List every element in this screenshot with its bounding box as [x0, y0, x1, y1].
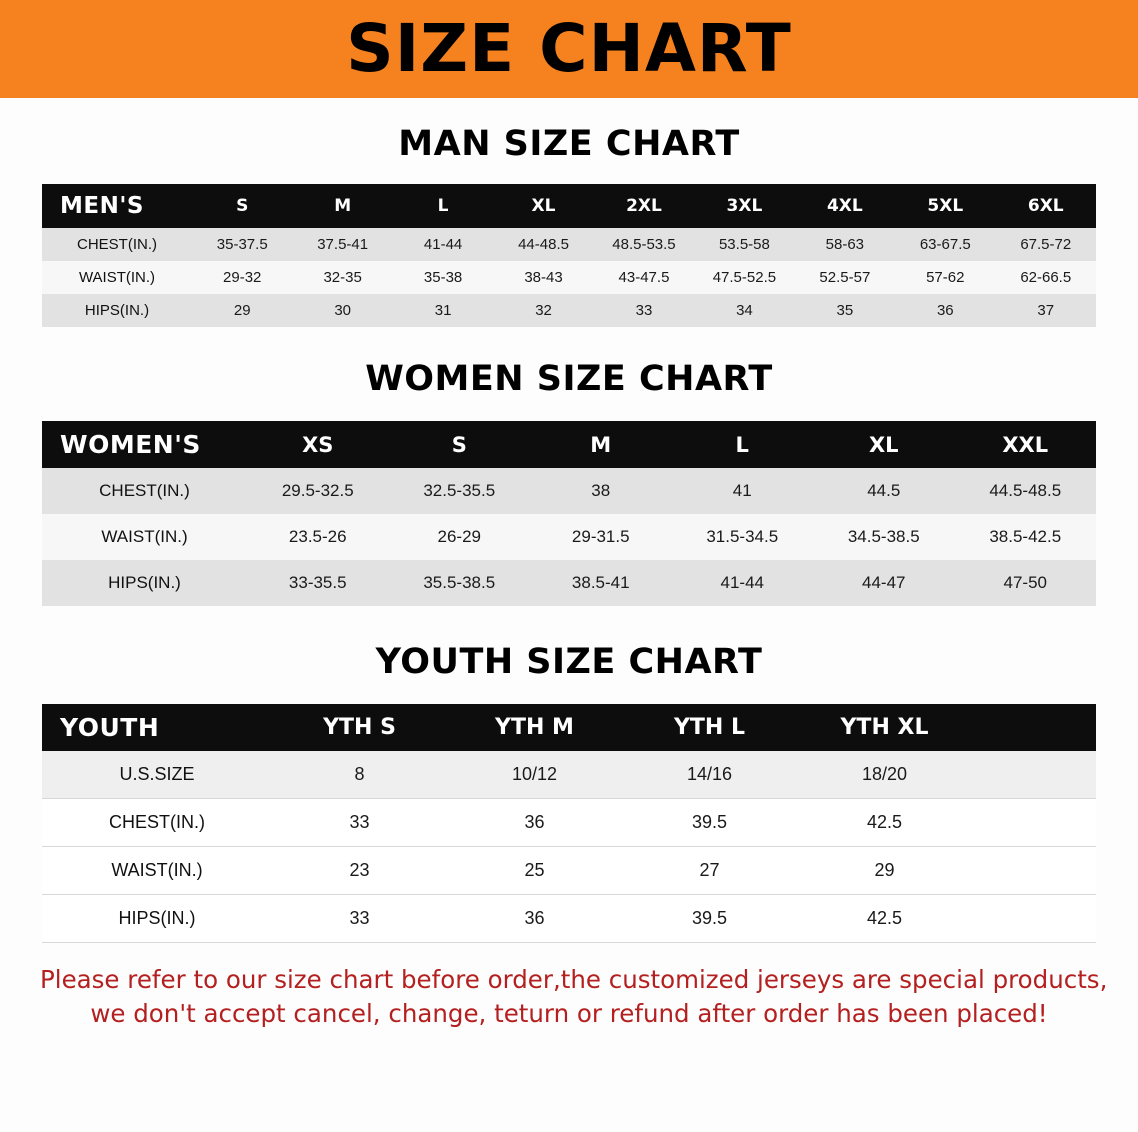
table-cell: 53.5-58 — [694, 228, 794, 261]
table-cell: 36 — [895, 294, 995, 327]
table-cell: 35.5-38.5 — [389, 560, 531, 606]
table-cell: 44.5 — [813, 468, 955, 514]
table-cell: 32-35 — [292, 261, 392, 294]
table-cell: 29-31.5 — [530, 514, 672, 560]
table-cell-spacer — [972, 751, 1096, 799]
table-row — [42, 514, 1096, 560]
row-label: HIPS(IN.) — [42, 294, 192, 327]
table-cell: 26-29 — [389, 514, 531, 560]
man-table-wrapper — [42, 184, 1096, 327]
table-cell: 41-44 — [393, 228, 493, 261]
table-row — [42, 751, 1096, 799]
disclaimer-line-2: we don't accept cancel, change, teturn or refund after order has been placed! — [90, 998, 1048, 1028]
table-cell: 44-47 — [813, 560, 955, 606]
table-cell: 39.5 — [622, 895, 797, 943]
women-row-header: WOMEN'S — [42, 421, 247, 468]
table-cell-spacer — [972, 847, 1096, 895]
disclaimer-line-1: Please refer to our size chart before order,the customized jerseys are special products, — [40, 965, 1108, 994]
table-cell: 25 — [447, 847, 622, 895]
table-cell: 33 — [594, 294, 694, 327]
table-cell: 57-62 — [895, 261, 995, 294]
column-header: M — [292, 184, 392, 228]
column-header: L — [672, 421, 814, 468]
table-cell: 37.5-41 — [292, 228, 392, 261]
youth-size-table — [42, 704, 1096, 943]
table-cell: 63-67.5 — [895, 228, 995, 261]
table-cell: 35-38 — [393, 261, 493, 294]
disclaimer-note — [40, 963, 1108, 1031]
table-cell: 23.5-26 — [247, 514, 389, 560]
table-header-row — [42, 184, 1096, 228]
table-cell: 29.5-32.5 — [247, 468, 389, 514]
women-size-table — [42, 421, 1096, 606]
table-row — [42, 799, 1096, 847]
table-cell: 38.5-42.5 — [955, 514, 1097, 560]
column-header: S — [192, 184, 292, 228]
column-header: YTH S — [272, 704, 447, 751]
column-header: L — [393, 184, 493, 228]
table-cell: 34.5-38.5 — [813, 514, 955, 560]
women-table-wrapper — [42, 421, 1096, 606]
table-cell: 31 — [393, 294, 493, 327]
table-cell: 10/12 — [447, 751, 622, 799]
table-cell: 36 — [447, 895, 622, 943]
row-label: CHEST(IN.) — [42, 468, 247, 514]
table-cell: 32.5-35.5 — [389, 468, 531, 514]
table-cell: 29-32 — [192, 261, 292, 294]
table-header-row — [42, 421, 1096, 468]
table-row — [42, 294, 1096, 327]
column-header: 2XL — [594, 184, 694, 228]
table-row — [42, 228, 1096, 261]
table-cell: 14/16 — [622, 751, 797, 799]
table-cell: 44-48.5 — [493, 228, 593, 261]
table-cell: 23 — [272, 847, 447, 895]
table-cell: 32 — [493, 294, 593, 327]
row-label: CHEST(IN.) — [42, 228, 192, 261]
column-header: 3XL — [694, 184, 794, 228]
table-row — [42, 895, 1096, 943]
table-cell-spacer — [972, 895, 1096, 943]
row-label: WAIST(IN.) — [42, 847, 272, 895]
column-header: S — [389, 421, 531, 468]
column-header: XS — [247, 421, 389, 468]
youth-section-title: YOUTH SIZE CHART — [375, 642, 763, 682]
table-cell: 27 — [622, 847, 797, 895]
youth-row-header: YOUTH — [42, 704, 272, 751]
table-cell: 41 — [672, 468, 814, 514]
table-cell: 38-43 — [493, 261, 593, 294]
table-cell: 41-44 — [672, 560, 814, 606]
table-cell: 34 — [694, 294, 794, 327]
table-cell: 35-37.5 — [192, 228, 292, 261]
youth-table-wrapper — [42, 704, 1096, 943]
table-cell: 43-47.5 — [594, 261, 694, 294]
table-row — [42, 261, 1096, 294]
table-cell: 42.5 — [797, 895, 972, 943]
column-header: 4XL — [795, 184, 895, 228]
table-cell: 39.5 — [622, 799, 797, 847]
column-header: YTH XL — [797, 704, 972, 751]
table-cell: 52.5-57 — [795, 261, 895, 294]
table-cell: 38 — [530, 468, 672, 514]
table-header-row — [42, 704, 1096, 751]
page-title: SIZE CHART — [346, 10, 792, 87]
table-row — [42, 560, 1096, 606]
table-cell: 29 — [192, 294, 292, 327]
column-header: YTH L — [622, 704, 797, 751]
column-header-spacer — [972, 704, 1096, 751]
table-cell: 18/20 — [797, 751, 972, 799]
man-section-title: MAN SIZE CHART — [398, 124, 740, 164]
table-row — [42, 468, 1096, 514]
row-label: U.S.SIZE — [42, 751, 272, 799]
table-cell: 47.5-52.5 — [694, 261, 794, 294]
column-header: M — [530, 421, 672, 468]
row-label: WAIST(IN.) — [42, 514, 247, 560]
column-header: 6XL — [996, 184, 1097, 228]
table-cell: 67.5-72 — [996, 228, 1097, 261]
column-header: 5XL — [895, 184, 995, 228]
table-cell: 31.5-34.5 — [672, 514, 814, 560]
table-cell: 62-66.5 — [996, 261, 1097, 294]
men-row-header: MEN'S — [42, 184, 192, 228]
table-cell: 33 — [272, 799, 447, 847]
table-cell: 44.5-48.5 — [955, 468, 1097, 514]
column-header: XL — [813, 421, 955, 468]
table-cell: 48.5-53.5 — [594, 228, 694, 261]
table-cell: 33 — [272, 895, 447, 943]
table-cell: 30 — [292, 294, 392, 327]
table-cell: 37 — [996, 294, 1097, 327]
table-cell: 42.5 — [797, 799, 972, 847]
table-cell: 33-35.5 — [247, 560, 389, 606]
row-label: CHEST(IN.) — [42, 799, 272, 847]
table-row — [42, 847, 1096, 895]
row-label: HIPS(IN.) — [42, 895, 272, 943]
table-cell: 35 — [795, 294, 895, 327]
row-label: WAIST(IN.) — [42, 261, 192, 294]
column-header: YTH M — [447, 704, 622, 751]
row-label: HIPS(IN.) — [42, 560, 247, 606]
table-cell: 36 — [447, 799, 622, 847]
table-cell-spacer — [972, 799, 1096, 847]
table-cell: 47-50 — [955, 560, 1097, 606]
women-section-title: WOMEN SIZE CHART — [365, 359, 773, 399]
column-header: XXL — [955, 421, 1097, 468]
column-header: XL — [493, 184, 593, 228]
table-cell: 8 — [272, 751, 447, 799]
table-cell: 58-63 — [795, 228, 895, 261]
table-cell: 29 — [797, 847, 972, 895]
table-cell: 38.5-41 — [530, 560, 672, 606]
header-banner — [0, 0, 1138, 98]
men-size-table — [42, 184, 1096, 327]
